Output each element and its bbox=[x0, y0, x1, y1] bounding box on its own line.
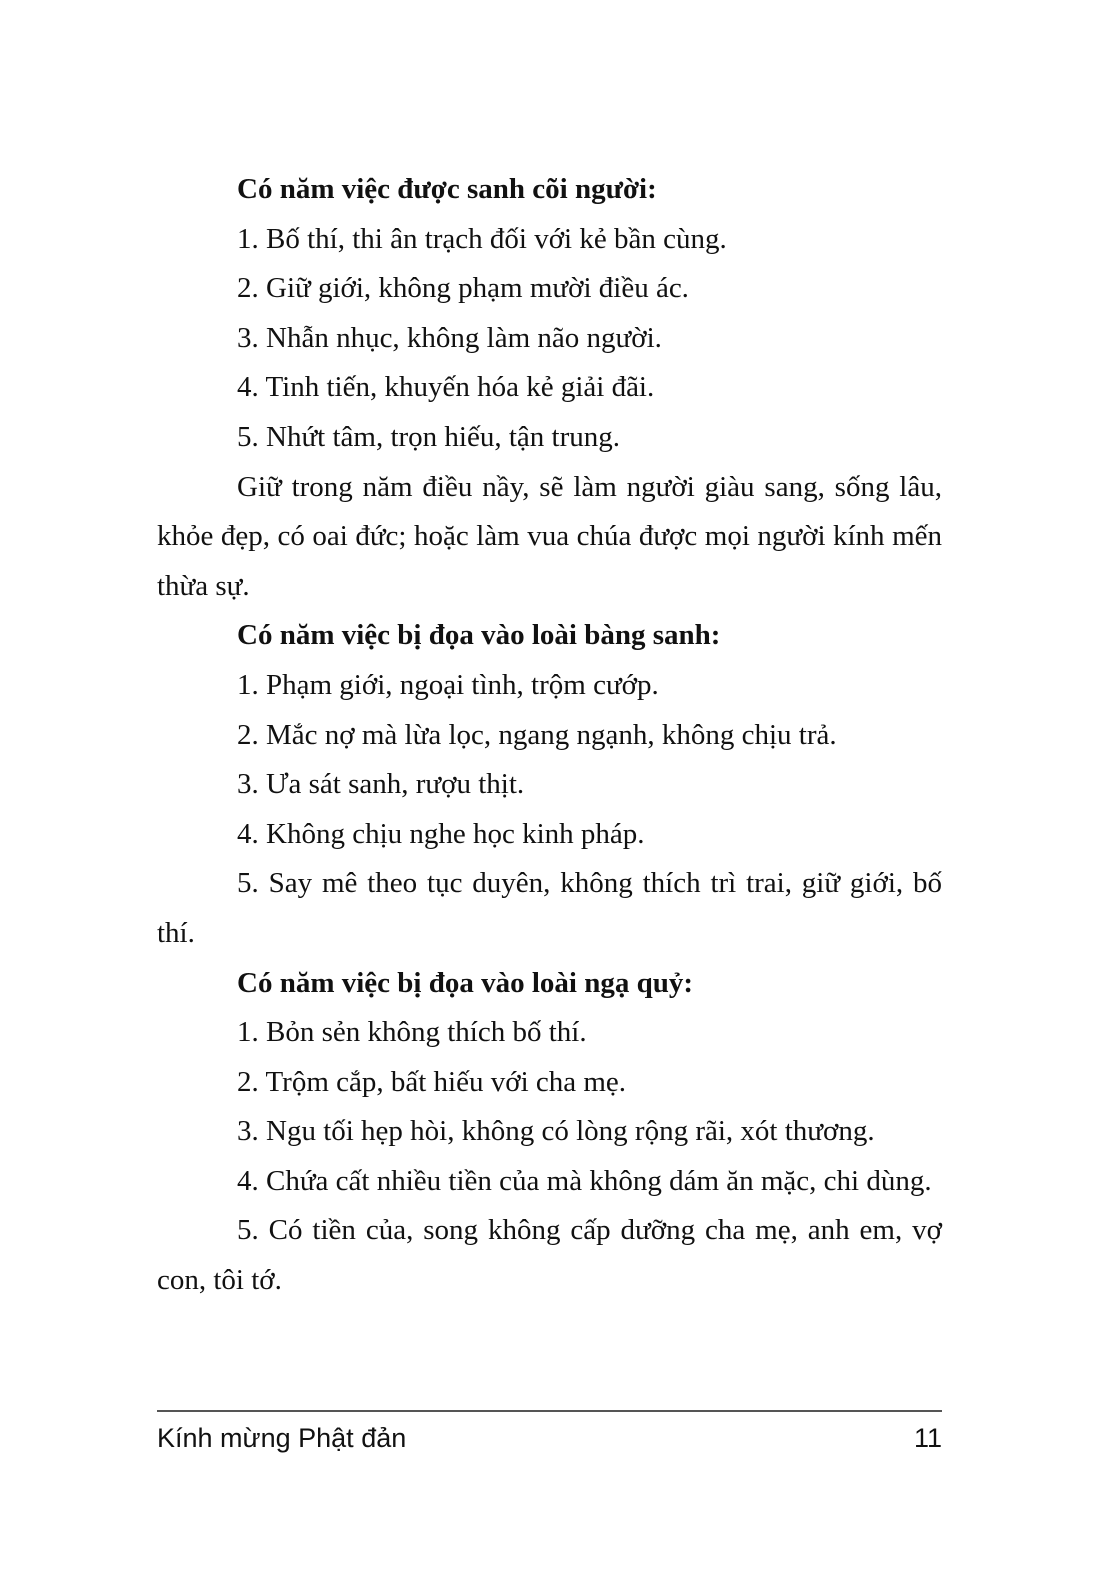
footer-book-title: Kính mừng Phật đản bbox=[157, 1423, 407, 1453]
section-heading: Có năm việc được sanh cõi người: bbox=[237, 173, 657, 205]
list-item: 3. Nhẫn nhục, không làm não người. bbox=[237, 321, 662, 354]
list-item: 5. Say mê theo tục duyên, không thích trì trai, giữ giới, bố thí. bbox=[157, 867, 942, 949]
list-item: 3. Ngu tối hẹp hòi, không có lòng rộng rãi, xót thương. bbox=[237, 1115, 875, 1148]
paragraph: Giữ trong năm điều nầy, sẽ làm người giàu sang, sống lâu, khỏe đẹp, có oai đức; hoặc làm vua chúa được mọi người kính mến thừa sự. bbox=[157, 470, 942, 602]
list-item: 1. Phạm giới, ngoại tình, trộm cướp. bbox=[237, 668, 659, 701]
page-body bbox=[157, 165, 942, 1306]
list-item: 4. Chứa cất nhiều tiền của mà không dám ăn mặc, chi dùng. bbox=[237, 1164, 932, 1197]
footer-divider bbox=[157, 1410, 942, 1412]
page-number: 11 bbox=[913, 1423, 942, 1453]
section-heading: Có năm việc bị đọa vào loài ngạ quỷ: bbox=[237, 966, 693, 999]
list-item: 4. Tinh tiến, khuyến hóa kẻ giải đãi. bbox=[237, 371, 655, 404]
list-item: 2. Mắc nợ mà lừa lọc, ngang ngạnh, không chịu trả. bbox=[237, 718, 837, 751]
list-item: 4. Không chịu nghe học kinh pháp. bbox=[237, 817, 645, 850]
page-footer bbox=[157, 1418, 942, 1458]
list-item: 1. Bố thí, thi ân trạch đối với kẻ bần cùng. bbox=[237, 222, 727, 255]
list-item: 1. Bỏn sẻn không thích bố thí. bbox=[237, 1016, 587, 1049]
section-heading: Có năm việc bị đọa vào loài bàng sanh: bbox=[237, 619, 721, 652]
list-item: 2. Trộm cắp, bất hiếu với cha mẹ. bbox=[237, 1065, 627, 1098]
list-item: 5. Có tiền của, song không cấp dưỡng cha mẹ, anh em, vợ con, tôi tớ. bbox=[157, 1214, 942, 1297]
list-item: 3. Ưa sát sanh, rượu thịt. bbox=[237, 768, 525, 801]
list-item: 2. Giữ giới, không phạm mười điều ác. bbox=[237, 272, 689, 305]
list-item: 5. Nhứt tâm, trọn hiếu, tận trung. bbox=[237, 420, 620, 453]
